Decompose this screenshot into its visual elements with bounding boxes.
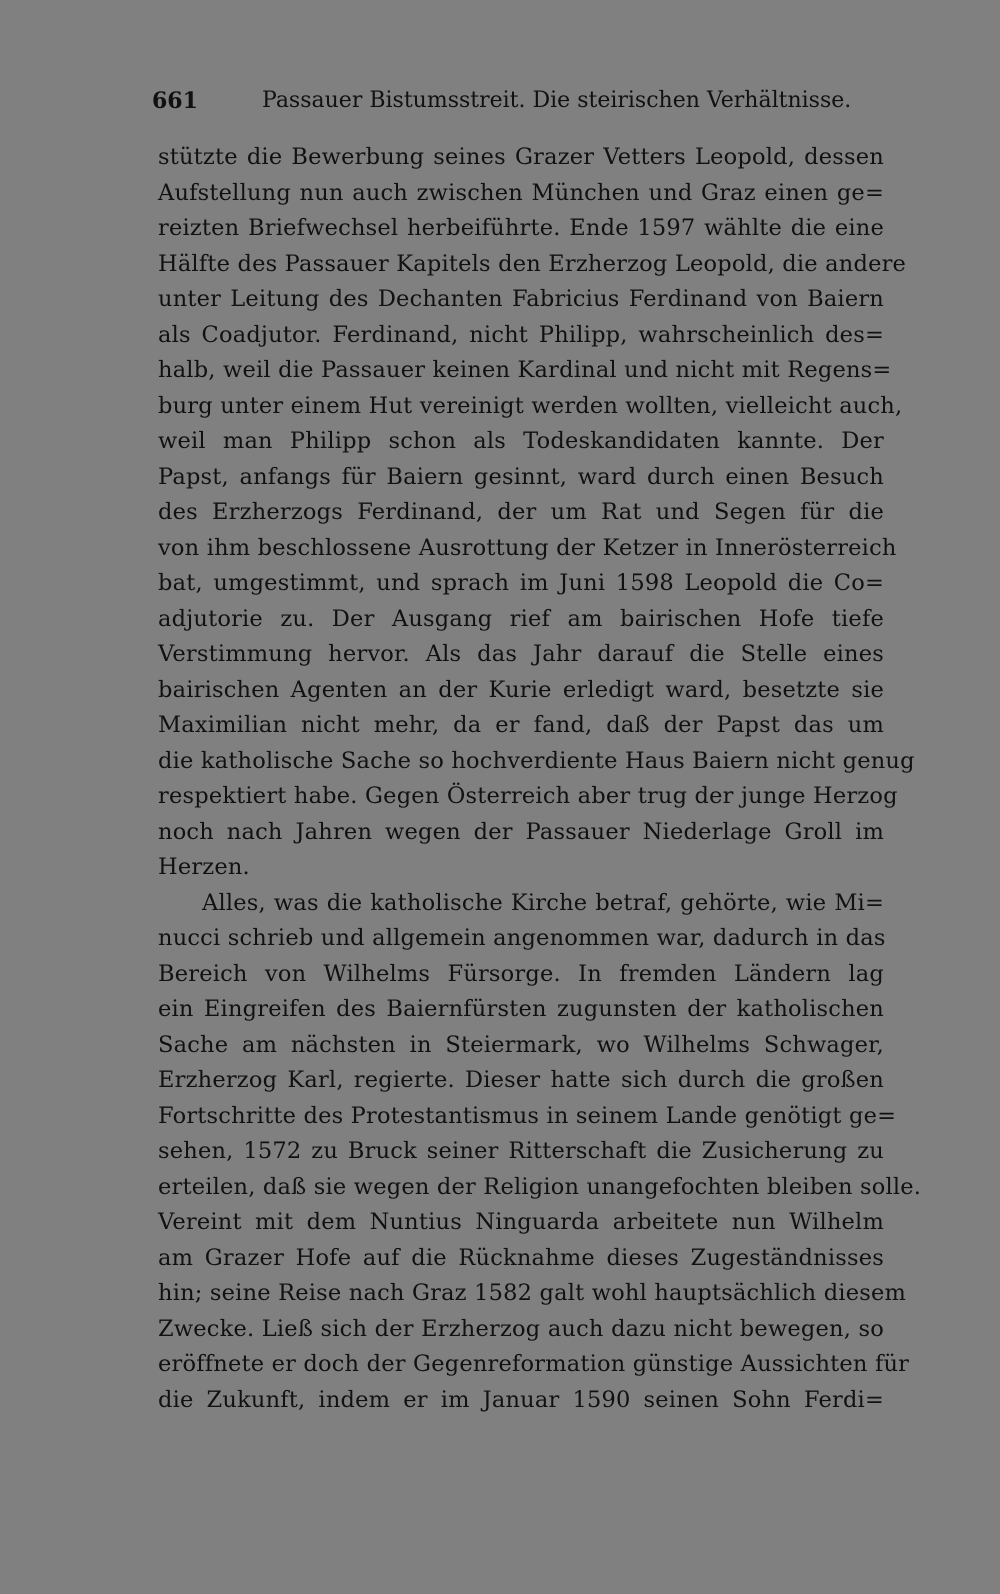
text-line: burg unter einem Hut vereinigt werden wollten, vielleicht auch,: [158, 392, 903, 419]
text-line: eröffnete er doch der Gegenreformation günstige Aussichten für: [158, 1351, 910, 1377]
body-text: [158, 140, 922, 1418]
text-line: Papst, anfangs für Baiern gesinnt, ward durch einen Besuch: [158, 463, 884, 490]
text-line: Sache am nächsten in Steiermark, wo Wilhelms Schwager,: [158, 1031, 884, 1058]
paragraph-2: [158, 886, 922, 1419]
text-line: hin; seine Reise nach Graz 1582 galt wohl hauptsächlich diesem: [158, 1280, 907, 1306]
text-line: Alles, was die katholische Kirche betraf, gehörte, wie Mi=: [202, 889, 884, 916]
text-line: Bereich von Wilhelms Fürsorge. In fremden Ländern lag: [158, 960, 884, 987]
text-line: von ihm beschlossene Ausrottung der Ketzer in Innerösterreich: [158, 534, 897, 561]
paragraph-1: [158, 140, 915, 886]
text-line: erteilen, daß sie wegen der Religion unangefochten bleiben solle.: [158, 1173, 922, 1200]
text-line: Hälfte des Passauer Kapitels den Erzherzog Leopold, die andere: [158, 250, 907, 277]
text-line: Vereint mit dem Nuntius Ninguarda arbeitete nun Wilhelm: [158, 1209, 884, 1235]
text-line: nucci schrieb und allgemein angenommen war, dadurch in das: [158, 925, 886, 951]
page-number: 661: [152, 88, 198, 114]
text-line: am Grazer Hofe auf die Rücknahme dieses Zugeständnisses: [158, 1244, 884, 1271]
text-line: die katholische Sache so hochverdiente Haus Baiern nicht genug: [158, 747, 915, 774]
text-line: respektiert habe. Gegen Österreich aber trug der junge Herzog: [158, 783, 898, 809]
text-line: Zwecke. Ließ sich der Erzherzog auch dazu nicht bewegen, so: [158, 1315, 884, 1342]
text-line: bat, umgestimmt, und sprach im Juni 1598 Leopold die Co=: [158, 570, 884, 596]
text-line: halb, weil die Passauer keinen Kardinal und nicht mit Regens=: [158, 357, 892, 383]
text-line: sehen, 1572 zu Bruck seiner Ritterschaft die Zusicherung zu: [158, 1138, 884, 1164]
text-line: ein Eingreifen des Baiernfürsten zugunsten der katholischen: [158, 996, 884, 1022]
text-line: die Zukunft, indem er im Januar 1590 seinen Sohn Ferdi=: [158, 1386, 884, 1413]
running-title: Passauer Bistumsstreit. Die steirischen Verhältnisse.: [262, 88, 852, 113]
page-header: [152, 88, 852, 124]
text-line: adjutorie zu. Der Ausgang rief am bairischen Hofe tiefe: [158, 605, 884, 632]
text-line: stützte die Bewerbung seines Grazer Vetters Leopold, dessen: [158, 144, 884, 170]
text-line: des Erzherzogs Ferdinand, der um Rat und Segen für die: [158, 499, 884, 525]
text-line: weil man Philipp schon als Todeskandidaten kannte. Der: [158, 428, 884, 454]
text-line: reizten Briefwechsel herbeiführte. Ende 1597 wählte die eine: [158, 215, 884, 241]
text-line: Maximilian nicht mehr, da er fand, daß der Papst das um: [158, 712, 884, 738]
text-line: Verstimmung hervor. Als das Jahr darauf die Stelle eines: [158, 641, 884, 667]
text-line: noch nach Jahren wegen der Passauer Niederlage Groll im: [158, 818, 884, 845]
text-line: bairischen Agenten an der Kurie erledigt ward, besetzte sie: [158, 676, 884, 703]
text-line: unter Leitung des Dechanten Fabricius Ferdinand von Baiern: [158, 286, 884, 312]
text-line: Fortschritte des Protestantismus in seinem Lande genötigt ge=: [158, 1102, 897, 1129]
text-line: als Coadjutor. Ferdinand, nicht Philipp, wahrscheinlich des=: [158, 321, 884, 348]
text-line: Herzen.: [158, 854, 250, 880]
text-line: Erzherzog Karl, regierte. Dieser hatte sich durch die großen: [158, 1067, 884, 1093]
text-line: Aufstellung nun auch zwischen München und Graz einen ge=: [158, 179, 884, 206]
